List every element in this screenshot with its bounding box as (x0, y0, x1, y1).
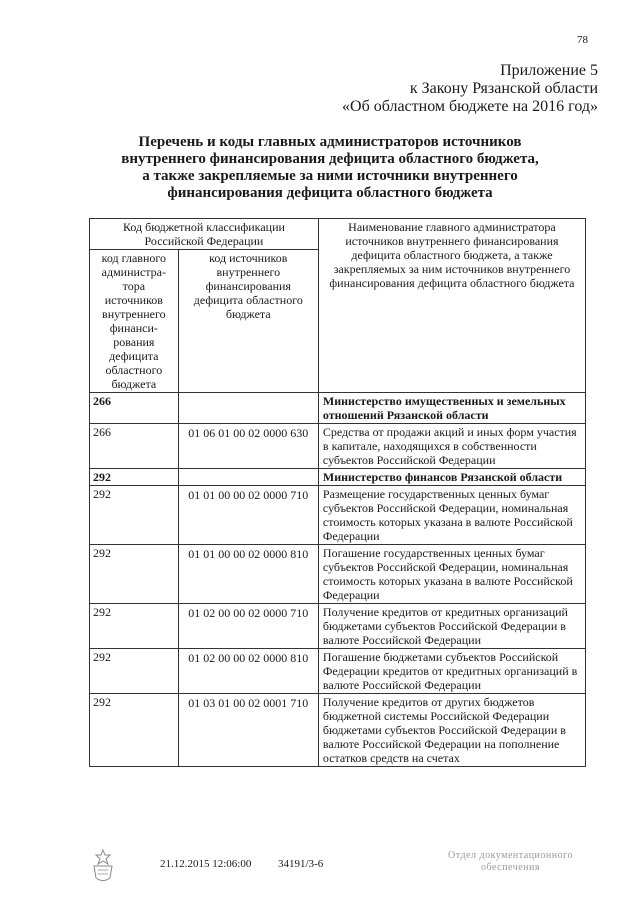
source-name-cell: Средства от продажи акций и иных форм участия в капитале, находящихся в собственности субъектов Российской Федерации (318, 424, 585, 469)
source-code-cell: 01 01 00 00 02 0000 810 (178, 545, 318, 604)
administrators-table (89, 218, 586, 767)
title-line-1: Перечень и коды главных администраторов источников (138, 134, 522, 150)
source-name-cell: Министерство имущественных и земельных отношений Рязанской области (318, 393, 585, 424)
table-row (90, 694, 586, 767)
appendix-line-1: Приложение 5 (500, 62, 598, 79)
title-line-2: внутреннего финансирования дефицита областного бюджета, (121, 151, 539, 167)
table-row (90, 545, 586, 604)
source-code-cell: 01 02 00 00 02 0000 710 (178, 604, 318, 649)
source-code-cell (178, 393, 318, 424)
source-code-cell: 01 01 00 00 02 0000 710 (178, 486, 318, 545)
table-row (90, 486, 586, 545)
document-title (95, 134, 565, 202)
coat-of-arms-icon (88, 848, 118, 884)
header-administrator-name: Наименование главного администратора источников внутреннего финансирования дефицита областного бюджета, а также закрепляемых за ним источников внутреннего финансирования дефицита областного бюджета (318, 219, 585, 393)
source-code-cell: 01 02 00 00 02 0000 810 (178, 649, 318, 694)
admin-code-cell: 292 (90, 649, 179, 694)
page-number: 78 (577, 34, 588, 46)
source-code-cell: 01 06 01 00 02 0000 630 (178, 424, 318, 469)
table-row (90, 393, 586, 424)
source-code-cell: 01 03 01 00 02 0001 710 (178, 694, 318, 767)
footer-department-stamp (448, 850, 573, 874)
appendix-line-3: «Об областном бюджете на 2016 год» (342, 98, 598, 115)
appendix-line-2: к Закону Рязанской области (409, 80, 598, 97)
header-admin-code: код главного администра-тора источников внутреннего финанси-рования дефицита областного бюджета (90, 250, 179, 393)
title-line-3: а также закрепляемые за ними источники внутреннего (142, 168, 518, 184)
source-name-cell: Погашение бюджетами субъектов Российской Федерации кредитов от кредитных организаций в валюте Российской Федерации (318, 649, 585, 694)
title-line-4: финансирования дефицита областного бюджета (167, 185, 493, 201)
footer-document-id: 34191/3-6 (278, 858, 324, 870)
admin-code-cell: 292 (90, 486, 179, 545)
table-row (90, 469, 586, 486)
source-name-cell: Погашение государственных ценных бумаг субъектов Российской Федерации, номинальная стоимость которых указана в валюте Российской Федерации (318, 545, 585, 604)
admin-code-cell: 266 (90, 424, 179, 469)
source-name-cell: Министерство финансов Рязанской области (318, 469, 585, 486)
admin-code-cell: 266 (90, 393, 179, 424)
header-source-code: код источников внутреннего финансирования дефицита областного бюджета (178, 250, 318, 393)
stamp-line-1: Отдел документационного (448, 850, 573, 861)
table-row (90, 649, 586, 694)
admin-code-cell: 292 (90, 694, 179, 767)
admin-code-cell: 292 (90, 545, 179, 604)
table-row (90, 424, 586, 469)
stamp-line-2: обеспечения (481, 862, 540, 873)
table-header-row (90, 219, 586, 250)
footer-date: 21.12.2015 12:06:00 (160, 858, 252, 870)
admin-code-cell: 292 (90, 604, 179, 649)
admin-code-cell: 292 (90, 469, 179, 486)
source-name-cell: Получение кредитов от кредитных организаций бюджетами субъектов Российской Федерации в валюте Российской Федерации (318, 604, 585, 649)
source-code-cell (178, 469, 318, 486)
source-name-cell: Размещение государственных ценных бумаг субъектов Российской Федерации, номинальная стоимость которых указана в валюте Российской Федерации (318, 486, 585, 545)
table-row (90, 604, 586, 649)
appendix-reference (342, 62, 598, 116)
source-name-cell: Получение кредитов от других бюджетов бюджетной системы Российской Федерации бюджетами субъектов Российской Федерации в валюте Российской Федерации на пополнение остатков средств на счетах (318, 694, 585, 767)
header-budget-classification: Код бюджетной классификации Российской Федерации (90, 219, 319, 250)
